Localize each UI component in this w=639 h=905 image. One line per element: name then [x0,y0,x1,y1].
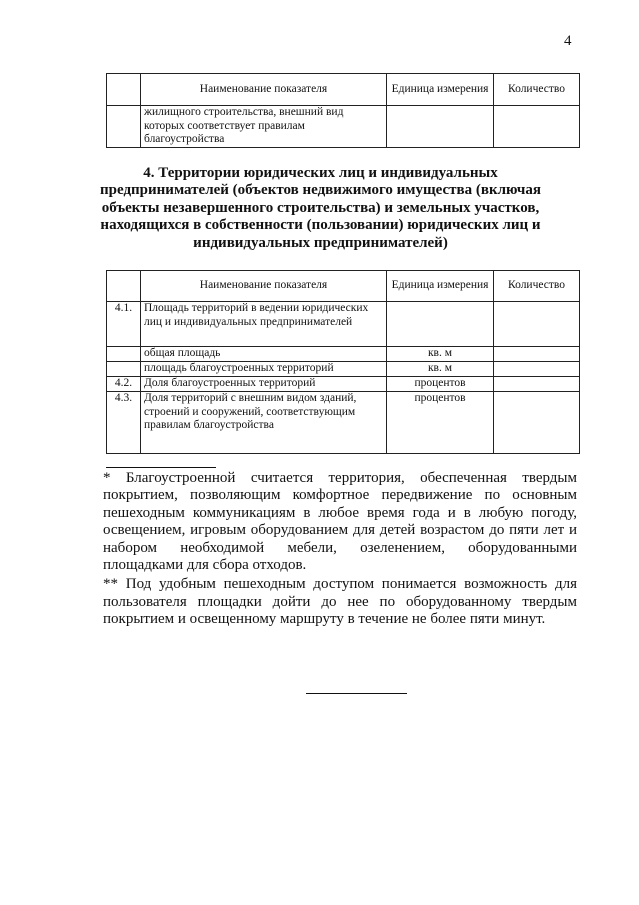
row-unit [387,302,494,347]
row-number: 4.3. [107,392,141,454]
page-number: 4 [564,33,572,49]
row-quantity [494,347,580,362]
table-row [107,347,580,362]
footnote-pedestrian-access: ** Под удобным пешеходным доступом понимается возможность для пользователя площадки дойти до нее по оборудованному твердым покрытием и освещенному маршруту в течение не более пяти минут. [103,576,577,628]
table-row [107,392,580,454]
end-of-document-line [306,693,407,694]
row-number [107,347,141,362]
continued-indicator-table [106,73,580,148]
row-unit [387,106,494,148]
row-unit: процентов [387,392,494,454]
row-indicator-name: общая площадь [141,347,387,362]
table-header-row [107,74,580,106]
row-number: 4.1. [107,302,141,347]
header-number-cell [107,74,141,106]
table-header-row [107,271,580,302]
footnote-separator [106,467,216,468]
row-quantity [494,302,580,347]
row-indicator-name: Доля благоустроенных территорий [141,377,387,392]
row-quantity [494,106,580,148]
row-quantity [494,392,580,454]
row-unit: процентов [387,377,494,392]
indicator-table [106,270,580,454]
row-indicator-name: площадь благоустроенных территорий [141,362,387,377]
row-indicator-name: Площадь территорий в ведении юридических лиц и индивидуальных предпринимателей [141,302,387,347]
row-indicator-name: жилищного строительства, внешний вид которых соответствует правилам благоустройства [141,106,387,148]
header-unit: Единица измерения [387,74,494,106]
section-heading: 4. Территории юридических лиц и индивидуальных предпринимателей (объектов недвижимого имущества (включая объекты незавершенного строительства) и земельных участков, находящихся в собственности (пользовании) юридических лиц и индивидуальных предпринимателей) [100,165,541,251]
header-unit: Единица измерения [387,271,494,302]
header-indicator-name: Наименование показателя [141,74,387,106]
header-number-cell [107,271,141,302]
table-row [107,377,580,392]
footnote-landscaped-territory: * Благоустроенной считается территория, обеспеченная твердым покрытием, позволяющим комфортное передвижение по основным пешеходным коммуникациям в любое время года и в любую погоду, освещением, игровым оборудованием для детей возрастом до пяти лет и набором необходимой мебели, озеленением, оборудованными площадками для сбора отходов. [103,470,577,574]
table-row [107,302,580,347]
header-indicator-name: Наименование показателя [141,271,387,302]
row-number [107,362,141,377]
table-row [107,362,580,377]
table-row [107,106,580,148]
row-quantity [494,362,580,377]
footnotes [103,470,577,631]
row-number: 4.2. [107,377,141,392]
header-quantity: Количество [494,74,580,106]
row-unit: кв. м [387,362,494,377]
row-number [107,106,141,148]
row-quantity [494,377,580,392]
row-indicator-name: Доля территорий с внешним видом зданий, строений и сооружений, соответствующим правилам благоустройства [141,392,387,454]
row-unit: кв. м [387,347,494,362]
header-quantity: Количество [494,271,580,302]
